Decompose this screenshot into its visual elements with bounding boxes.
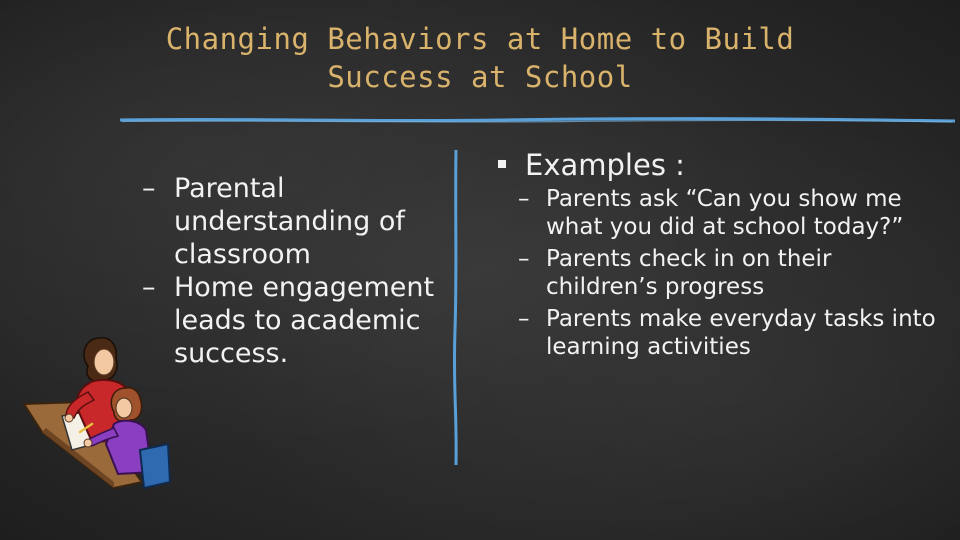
- dash-marker: –: [142, 272, 156, 303]
- left-bullet-list: [142, 172, 462, 370]
- examples-heading-row: [495, 147, 940, 183]
- slide-title: [0, 20, 960, 96]
- example-text: Parents make everyday tasks into learning activities: [546, 306, 936, 360]
- parent-helping-child-icon: [22, 332, 172, 490]
- dash-marker: –: [518, 306, 530, 332]
- dash-marker: –: [142, 173, 156, 204]
- column-divider: [446, 150, 466, 465]
- title-line-2: Success at School: [327, 60, 633, 94]
- dash-marker: –: [518, 246, 530, 272]
- left-item-text: Home engagement leads to academic success.: [174, 272, 435, 369]
- example-text: Parents ask “Can you show me what you did at school today?”: [546, 186, 904, 240]
- left-item-text: Parental understanding of classroom: [174, 173, 405, 270]
- dash-marker: –: [518, 186, 530, 212]
- examples-list: [495, 185, 940, 361]
- title-underline: [120, 115, 955, 125]
- example-text: Parents check in on their children’s progress: [546, 246, 832, 300]
- left-list-item: [142, 172, 462, 271]
- example-item: [518, 245, 940, 301]
- title-line-1: Changing Behaviors at Home to Build: [165, 22, 795, 56]
- example-item: [518, 185, 940, 241]
- examples-heading: Examples :: [525, 148, 685, 182]
- left-list-item: [142, 271, 462, 370]
- square-bullet-icon: [498, 160, 506, 168]
- examples-block: [495, 147, 940, 365]
- example-item: [518, 305, 940, 361]
